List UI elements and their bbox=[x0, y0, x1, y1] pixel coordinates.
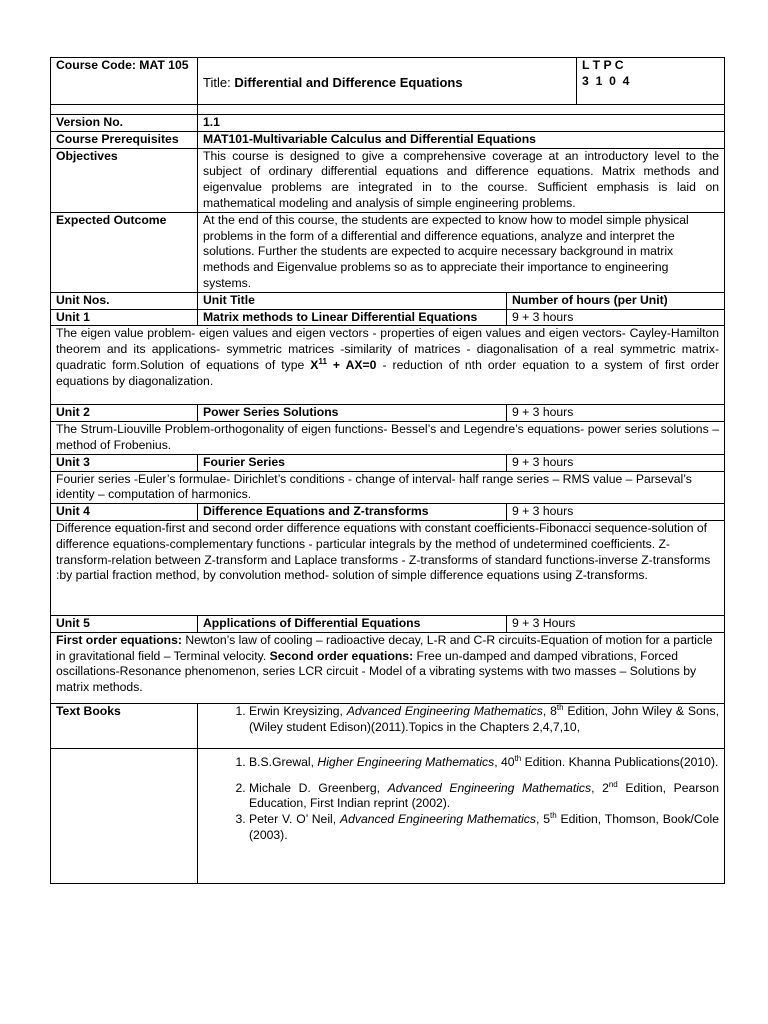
course-code: Course Code: MAT 105 bbox=[51, 58, 198, 105]
unit5-text2: Free un-damped and damped vibrations, Forced oscillations-Resonance phenomenon, series LCR circuit - Model of a vibrating systems with two masses – Solutions by matrix methods. bbox=[56, 648, 697, 695]
prerequisites-value: MAT101-Multivariable Calculus and Differential Equations bbox=[198, 131, 725, 148]
spacer-row bbox=[51, 105, 725, 115]
unit-title: Matrix methods to Linear Differential Equations bbox=[198, 309, 507, 326]
unit1-desc-b: - reduction of nth order equation to a system of first order equations by diagonalization. bbox=[56, 357, 720, 388]
version-label: Version No. bbox=[51, 115, 198, 132]
unit-hours: 9 + 3 Hours bbox=[507, 615, 725, 632]
units-header-no: Unit Nos. bbox=[51, 292, 198, 309]
ltpc-cell bbox=[577, 58, 725, 105]
units-header-hours: Number of hours (per Unit) bbox=[507, 292, 725, 309]
book-item: 2. Michale D. Greenberg, Advanced Engineering Mathematics, 2nd Edition, Pearson Education, First Indian reprint (2002). bbox=[249, 781, 719, 813]
unit-description-row bbox=[51, 520, 725, 615]
unit5-label1: First order equations: bbox=[56, 632, 182, 647]
book-item: 3. Peter V. O’ Neil, Advanced Engineering Mathematics, 5th Edition, Thomson, Book/Cole (2003). bbox=[249, 812, 719, 844]
text-books-label: Text Books bbox=[51, 703, 198, 748]
unit-no: Unit 5 bbox=[51, 615, 198, 632]
unit-row bbox=[51, 615, 725, 632]
reference-books-row bbox=[51, 748, 725, 883]
unit-description-row bbox=[51, 471, 725, 504]
objectives-text: This course is designed to give a comprehensive coverage at an introductory level to the subject of ordinary differential equations and difference equations. Matrix methods and eigenvalue problems are integrated in to the course. Sufficient emphasis is laid on mathematical modeling and analysis of simple engineering problems. bbox=[198, 148, 725, 212]
version-row bbox=[51, 115, 725, 132]
unit-title: Power Series Solutions bbox=[198, 405, 507, 422]
unit-description-row bbox=[51, 326, 725, 405]
unit-description: Fourier series -Euler’s formulae- Dirichlet’s conditions - change of interval- half range series – RMS value – Parseval’s identity – computation of harmonics. bbox=[51, 471, 725, 504]
unit-no: Unit 3 bbox=[51, 454, 198, 471]
ltpc-values: 3 1 0 4 bbox=[582, 73, 630, 88]
objectives-label: Objectives bbox=[51, 148, 198, 212]
outcome-label: Expected Outcome bbox=[51, 212, 198, 292]
syllabus-table bbox=[50, 57, 725, 884]
unit-description-row bbox=[51, 632, 725, 703]
objectives-row bbox=[51, 148, 725, 212]
outcome-text: At the end of this course, the students are expected to know how to model simple physical problems in the form of a differential and difference equations, analyze and interpret the solutions. Further the students are expected to acquire necessary background in matrix methods and Eigenvalue problems so as to appreciate their importance to engineering systems. bbox=[198, 212, 725, 292]
title-prefix: Title: bbox=[203, 75, 235, 90]
outcome-row bbox=[51, 212, 725, 292]
course-title: Differential and Difference Equations bbox=[234, 75, 463, 90]
unit-hours: 9 + 3 hours bbox=[507, 405, 725, 422]
reference-books-cell bbox=[198, 748, 725, 883]
unit-hours: 9 + 3 hours bbox=[507, 504, 725, 521]
reference-books-list-continued bbox=[203, 781, 719, 844]
unit-description bbox=[51, 632, 725, 703]
unit-no: Unit 1 bbox=[51, 309, 198, 326]
unit-hours: 9 + 3 hours bbox=[507, 454, 725, 471]
unit-row bbox=[51, 309, 725, 326]
text-books-row bbox=[51, 703, 725, 748]
course-title-cell bbox=[198, 58, 577, 105]
ltpc-label: L T P C bbox=[582, 58, 624, 72]
unit-row bbox=[51, 504, 725, 521]
version-value: 1.1 bbox=[198, 115, 725, 132]
units-header-title: Unit Title bbox=[198, 292, 507, 309]
unit-description: Difference equation-first and second order difference equations with constant coefficients-Fibonacci sequence-solution of difference equations-complementary functions - particular integrals by the method of undetermined coefficients. Z-transform-relation between Z-transform and Laplace transforms - Z-transforms of standard functions-inverse Z-transforms :by partial fraction method, by convolution method- solution of simple difference equations using Z-transforms. bbox=[51, 520, 725, 615]
unit1-desc-a: The eigen value problem- eigen values and eigen vectors - properties of eigen values and eigen vectors- Cayley-Hamilton theorem and its applications- symmetric matrices -similarity of matrices - diagonalisation of a real symmetric matrix-quadratic form.Solution of equations of type bbox=[56, 326, 720, 372]
unit-row bbox=[51, 454, 725, 471]
unit1-equation: $X^{11} + AX=0$ bbox=[310, 356, 377, 372]
unit-title: Difference Equations and Z-transforms bbox=[198, 504, 507, 521]
reference-books-label bbox=[51, 748, 198, 883]
book-item: 1. B.S.Grewal, Higher Engineering Mathematics, 40th Edition. Khanna Publications(2010). bbox=[249, 755, 719, 771]
prerequisites-row bbox=[51, 131, 725, 148]
unit-title: Fourier Series bbox=[198, 454, 507, 471]
text-books-cell bbox=[198, 703, 725, 748]
syllabus-document bbox=[50, 57, 724, 884]
text-books-list bbox=[203, 704, 719, 736]
reference-books-list bbox=[203, 755, 719, 771]
prerequisites-label: Course Prerequisites bbox=[51, 131, 198, 148]
book-item: 1. Erwin Kreysizing, Advanced Engineering Mathematics, 8th Edition, John Wiley & Sons, (Wiley student Edison)(2011).Topics in the Chapters 2,4,7,10, bbox=[249, 704, 719, 736]
unit-no: Unit 4 bbox=[51, 504, 198, 521]
unit-title: Applications of Differential Equations bbox=[198, 615, 507, 632]
header-row bbox=[51, 58, 725, 105]
unit-description bbox=[51, 326, 725, 405]
unit-hours: 9 + 3 hours bbox=[507, 309, 725, 326]
unit-no: Unit 2 bbox=[51, 405, 198, 422]
unit5-label2: Second order equations: bbox=[269, 648, 414, 663]
unit-description-row bbox=[51, 422, 725, 455]
unit5-text1: Newton’s law of cooling – radioactive decay, L-R and C-R circuits-Equation of motion for a particle in gravitational field – Terminal velocity. bbox=[56, 632, 713, 663]
unit-description: The Strum-Liouville Problem-orthogonality of eigen functions- Bessel’s and Legendre’s equations- power series solutions – method of Frobenius. bbox=[51, 422, 725, 455]
units-header-row bbox=[51, 292, 725, 309]
unit-row bbox=[51, 405, 725, 422]
